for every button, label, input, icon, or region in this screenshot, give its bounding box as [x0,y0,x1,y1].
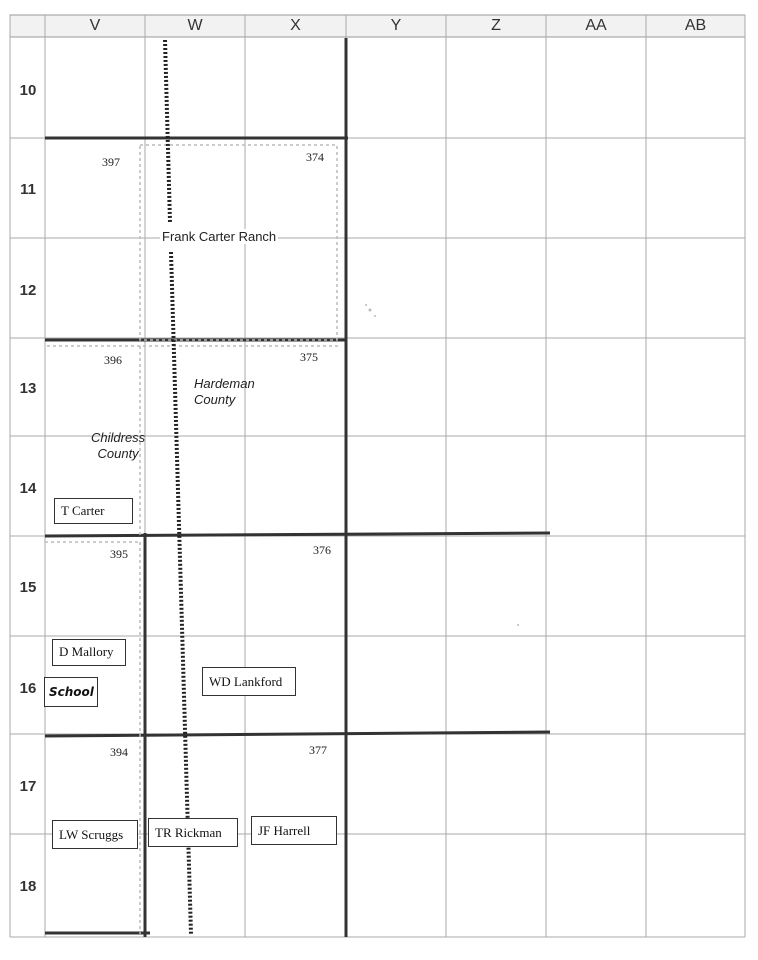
section-number-394: 394 [110,745,128,759]
owner-label-tr-rickman: TR Rickman [148,818,238,847]
school-label: School [44,677,98,707]
hardeman-county-label [194,376,255,408]
row-header-11: 11 [20,181,36,198]
row-header-13: 13 [19,380,37,397]
row-header-12: 12 [19,282,37,299]
owner-label-lw-scruggs: LW Scruggs [52,820,138,849]
row-header-15: 15 [19,579,37,596]
column-header-ab: AB [684,17,707,34]
column-header-v: V [89,17,101,34]
section-number-374: 374 [306,150,324,164]
hardeman-county-label-line1: Hardeman [194,376,255,391]
section-number-395: 395 [110,547,128,561]
row-header-18: 18 [19,878,37,895]
section-number-397: 397 [102,155,120,169]
hardeman-county-label-line2: County [194,392,236,407]
section-number-375: 375 [300,350,318,364]
row-header-17: 17 [19,778,37,795]
ranch-label: Frank Carter Ranch [162,229,277,244]
section-number-396: 396 [104,353,122,367]
owner-label-d-mallory: D Mallory [52,639,126,666]
section-number-377: 377 [309,743,327,757]
owner-label-jf-harrell: JF Harrell [251,816,337,845]
column-header-w: W [187,17,203,34]
owner-label-t-carter: T Carter [54,498,133,524]
column-header-aa: AA [585,17,607,34]
childress-county-label-line2: County [97,446,139,461]
owner-label-wd-lankford: WD Lankford [202,667,296,696]
section-number-376: 376 [313,543,331,557]
row-header-14: 14 [19,480,37,497]
column-header-x: X [290,17,301,34]
column-header-y: Y [390,17,402,34]
childress-county-label-line1: Childress [91,430,146,445]
column-header-z: Z [491,17,501,34]
row-header-10: 10 [19,82,37,99]
childress-county-label [91,430,145,462]
row-header-16: 16 [19,680,37,697]
